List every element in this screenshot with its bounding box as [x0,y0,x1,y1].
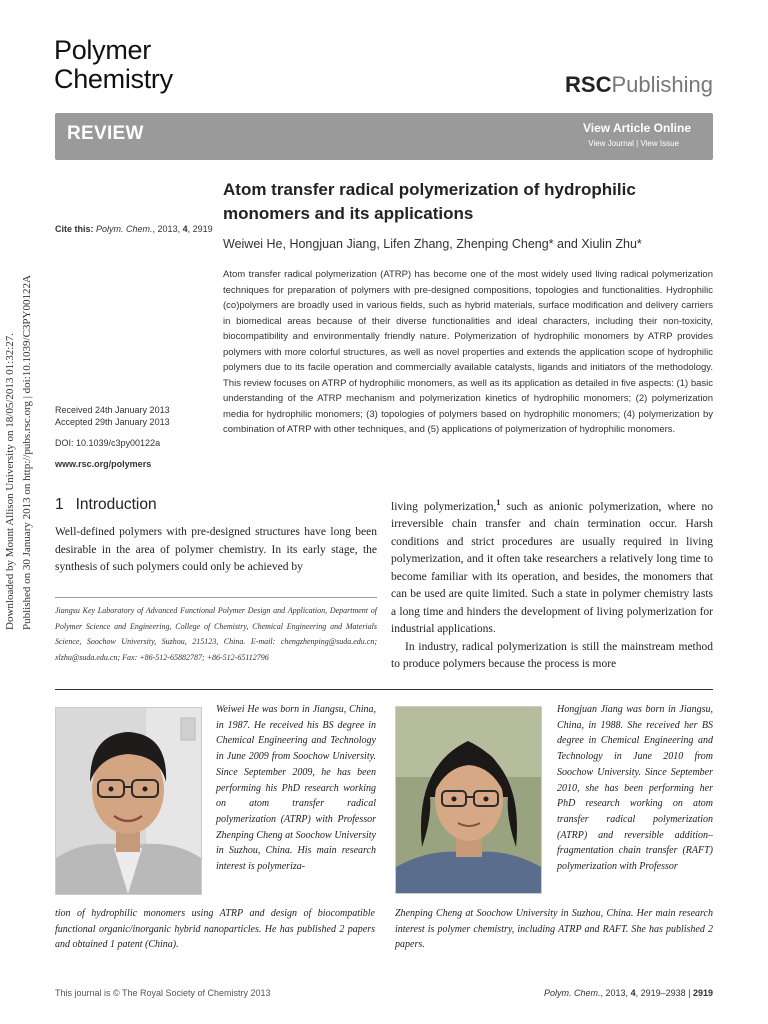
footer-pages: , 2919–2938 | [635,988,693,998]
page-number: 2919 [692,988,713,998]
download-note-line2: Published on 30 January 2013 on http://pubs.rsc.org | doi:10.1039/C3PY00122A [21,275,33,630]
intro-left-column [55,524,377,577]
page-citation-footer [544,988,713,998]
abstract: Atom transfer radical polymerization (ATRP) has become one of the most widely used living radical polymerization techniques for preparation of polymers with pre-designed compositions, topologies and functionalities. Hydrophilic (co)polymers are broadly used in various fields, such as hybrid materials, surface modification and delivery carriers in biomedical areas because of their diverse functionalities and ideal characters, including their non-toxicity, biocompatibility and environmentally friendly nature. Polymerization of hydrophilic monomers by ATRP provides polymers with more colorful structures, as well as novel properties and extends the application scope of hydrophilic polymers due to its facile operation and commercially available catalysts, ligands and initiators of the methodology. This review focuses on ATRP of hydrophilic monomers, as well as its application as detailed in five aspects: (1) basic understanding of the ATRP mechanism and polymerization kinetics of hydrophilic monomers; (2) polymerization media for hydrophilic monomers; (3) topologies of polymers based on hydrophilic monomers; (4) polymerization by combination of ATRP with other techniques, and (5) applications of polymerization of hydrophilic monomers. [223,269,713,435]
bio-weiwei-he-bottom: tion of hydrophilic monomers using ATRP and design of biocompatible functional organic/inorganic hybrid nanoparticles. He has published 2 papers and obtained 1 patent (China). [55,908,375,951]
portrait-illustration [396,707,541,893]
cite-year: , 2013, [152,224,183,234]
intro-paragraph-2-start: living polymerization, [391,500,497,513]
bio-weiwei-he-side: Weiwei He was born in Jiangsu, China, in 1987. He received his BS degree in Chemical Engineering and Technology in June 2009 from Soochow University. Since September 2009, he has been performing his PhD research working on atom transfer radical polymerization (ATRP) with Professor Zhenping Cheng at Soochow University in Suzhou, China. His main research interest is polymeriza- [216,704,376,873]
intro-paragraph-2-rest: such as anionic polymerization, where no irreversible chain transfer and chain termination occur. Harsh conditions and strict procedures are usually required in living polymerization, and it often take researchers a relatively long time to become familiar with its operation, and besides, the monomers that can be used are quite limited. Such a state in polymer chemistry lasts a long time and hinders the development of living polymerization for industrial applications. [391,500,714,636]
journal-website-link[interactable] [55,458,151,470]
copyright-footer: This journal is © The Royal Society of Chemistry 2013 [55,988,271,998]
cite-page: , 2919 [187,224,213,234]
intro-paragraph-1: Well-defined polymers with pre-designed structures have long been desirable in the area of polymer chemistry. In its early stage, the synthesis of such polymers could only be achieved by [55,526,377,573]
journal-name-line1: Polymer [54,35,151,65]
doi[interactable]: DOI: 10.1039/c3py00122a [55,438,161,448]
received-date: Received 24th January 2013 [55,405,170,415]
reference-1[interactable]: 1 [496,498,501,507]
intro-paragraph-2 [391,494,713,639]
article-type-label: REVIEW [67,123,144,144]
accepted-date: Accepted 29th January 2013 [55,417,170,427]
publisher-logo-light: Publishing [611,72,713,97]
journal-name [54,36,173,94]
intro-paragraph-3: In industry, radical polymerization is still the mainstream method to produce polymers because the process is more [391,640,713,671]
cite-label: Cite this: [55,224,94,234]
cite-volume: 4 [182,224,188,234]
journal-name-line2: Chemistry [54,64,173,94]
section-title: Introduction [75,496,157,513]
publisher-logo-bold: RSC [565,72,612,97]
author-photo-weiwei-he [55,707,202,895]
affiliation-divider [55,597,377,598]
citation [55,224,213,234]
section-heading-introduction [55,496,157,514]
intro-right-column [391,494,713,674]
publisher-logo [565,72,713,98]
article-authors: Weiwei He, Hongjuan Jiang, Lifen Zhang, Zhenping Cheng* and Xiulin Zhu* [223,237,642,251]
cite-journal: Polym. Chem. [96,224,153,234]
journal-website-text: www.rsc.org/polymers [55,459,152,469]
download-note [2,250,38,630]
view-journal-issue-links[interactable]: View Journal | View Issue [588,139,679,148]
section-number: 1 [55,496,64,513]
author-photo-hongjuan-jiang [395,706,542,894]
footer-year: , 2013, [600,988,631,998]
footer-volume: 4 [630,988,636,998]
bio-hongjuan-jiang-bottom: Zhenping Cheng at Soochow University in Suzhou, China. Her main research interest is polymer chemistry, including ATRP and RAFT. She has published 2 papers. [395,908,713,951]
biography-divider [55,689,713,690]
portrait-illustration [56,708,201,894]
affiliation: Jiangsu Key Laboratory of Advanced Functional Polymer Design and Application, Department of Polymer Science and Engineering, College of Chemistry, Chemical Engineering and Materials Science, Soochow University, Suzhou, 215123, China. E-mail: chengzhenping@suda.edu.cn; xlzhu@suda.edu.cn; Fax: +86-512-65882787; +86-512-65112796 [55,606,377,662]
view-article-online-link[interactable]: View Article Online [582,121,691,135]
download-note-line1: Downloaded by Mount Allison University on 18/05/2013 01:32:27. [4,333,16,630]
footer-journal: Polym. Chem. [544,988,601,998]
article-type-banner [55,113,713,160]
article-title: Atom transfer radical polymerization of hydrophilic monomers and its applications [223,180,636,223]
bio-hongjuan-jiang-side: Hongjuan Jiang was born in Jiangsu, China, in 1988. She received her BS degree in Chemical Engineering and Technology in June 2010 from Soochow University. Since September 2010, she has been performing her PhD research working on atom transfer radical polymerization (ATRP) and reversible addition–fragmentation chain transfer (RAFT) polymerization with Professor [557,704,713,873]
